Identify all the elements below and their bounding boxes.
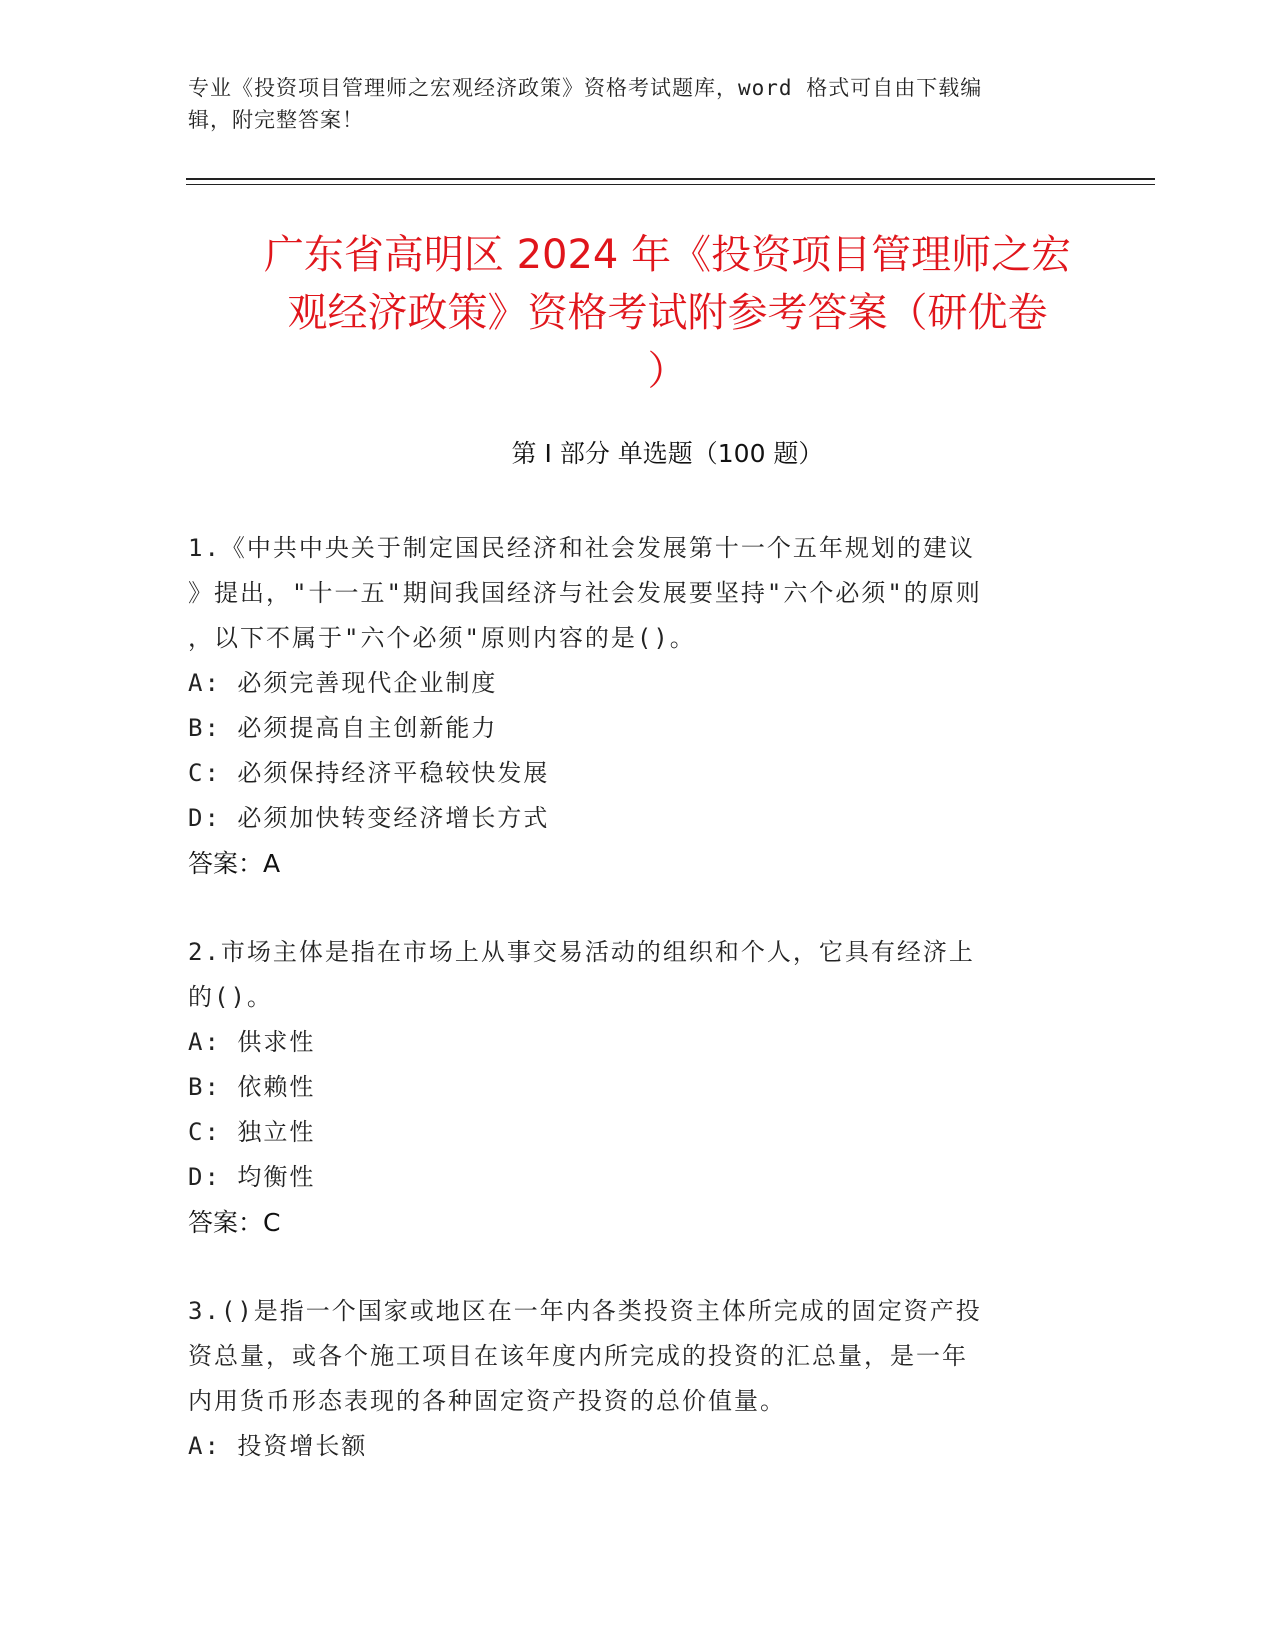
- option-a: A: 供求性: [188, 1028, 316, 1056]
- option-d: D: 均衡性: [188, 1163, 316, 1191]
- question-text-line: ，以下不属于"六个必须"原则内容的是()。: [188, 624, 696, 652]
- header-divider-thick: [186, 178, 1155, 180]
- header-note-line: 专业《投资项目管理师之宏观经济政策》资格考试题库，word 格式可自由下载编: [188, 76, 983, 100]
- document-title: [180, 226, 1155, 400]
- question-text-line: 内用货币形态表现的各种固定资产投资的总价值量。: [188, 1387, 786, 1415]
- question-text-line: 的()。: [188, 983, 273, 1011]
- question-text-line: 3.()是指一个国家或地区在一年内各类投资主体所完成的固定资产投: [188, 1297, 982, 1325]
- option-d: D: 必须加快转变经济增长方式: [188, 804, 550, 832]
- header-divider-thin: [186, 184, 1155, 185]
- header-note-line: 辑，附完整答案！: [188, 108, 364, 132]
- section-title: 第 I 部分 单选题（100 题）: [511, 439, 824, 468]
- document-title-line: 观经济政策》资格考试附参考答案（研优卷: [287, 290, 1048, 336]
- header-note: [188, 72, 1068, 136]
- option-a: A: 投资增长额: [188, 1432, 368, 1460]
- question-text-line: 》提出，"十一五"期间我国经济与社会发展要坚持"六个必须"的原则: [188, 579, 982, 607]
- option-c: C: 必须保持经济平稳较快发展: [188, 759, 550, 787]
- question-2: [188, 930, 1068, 1245]
- question-text-line: 2.市场主体是指在市场上从事交易活动的组织和个人，它具有经济上: [188, 938, 975, 966]
- option-c: C: 独立性: [188, 1118, 316, 1146]
- question-text-line: 资总量，或各个施工项目在该年度内所完成的投资的汇总量，是一年: [188, 1342, 968, 1370]
- answer: 答案：A: [188, 849, 281, 878]
- question-text-line: 1.《中共中央关于制定国民经济和社会发展第十一个五年规划的建议: [188, 534, 975, 562]
- option-b: B: 必须提高自主创新能力: [188, 714, 498, 742]
- option-b: B: 依赖性: [188, 1073, 316, 1101]
- option-a: A: 必须完善现代企业制度: [188, 669, 498, 697]
- answer: 答案：C: [188, 1208, 281, 1237]
- question-list: [188, 526, 1068, 1513]
- question-3: [188, 1289, 1068, 1469]
- document-title-line: 广东省高明区 2024 年《投资项目管理师之宏: [263, 232, 1072, 278]
- document-title-line: ）: [647, 348, 688, 394]
- question-1: [188, 526, 1068, 886]
